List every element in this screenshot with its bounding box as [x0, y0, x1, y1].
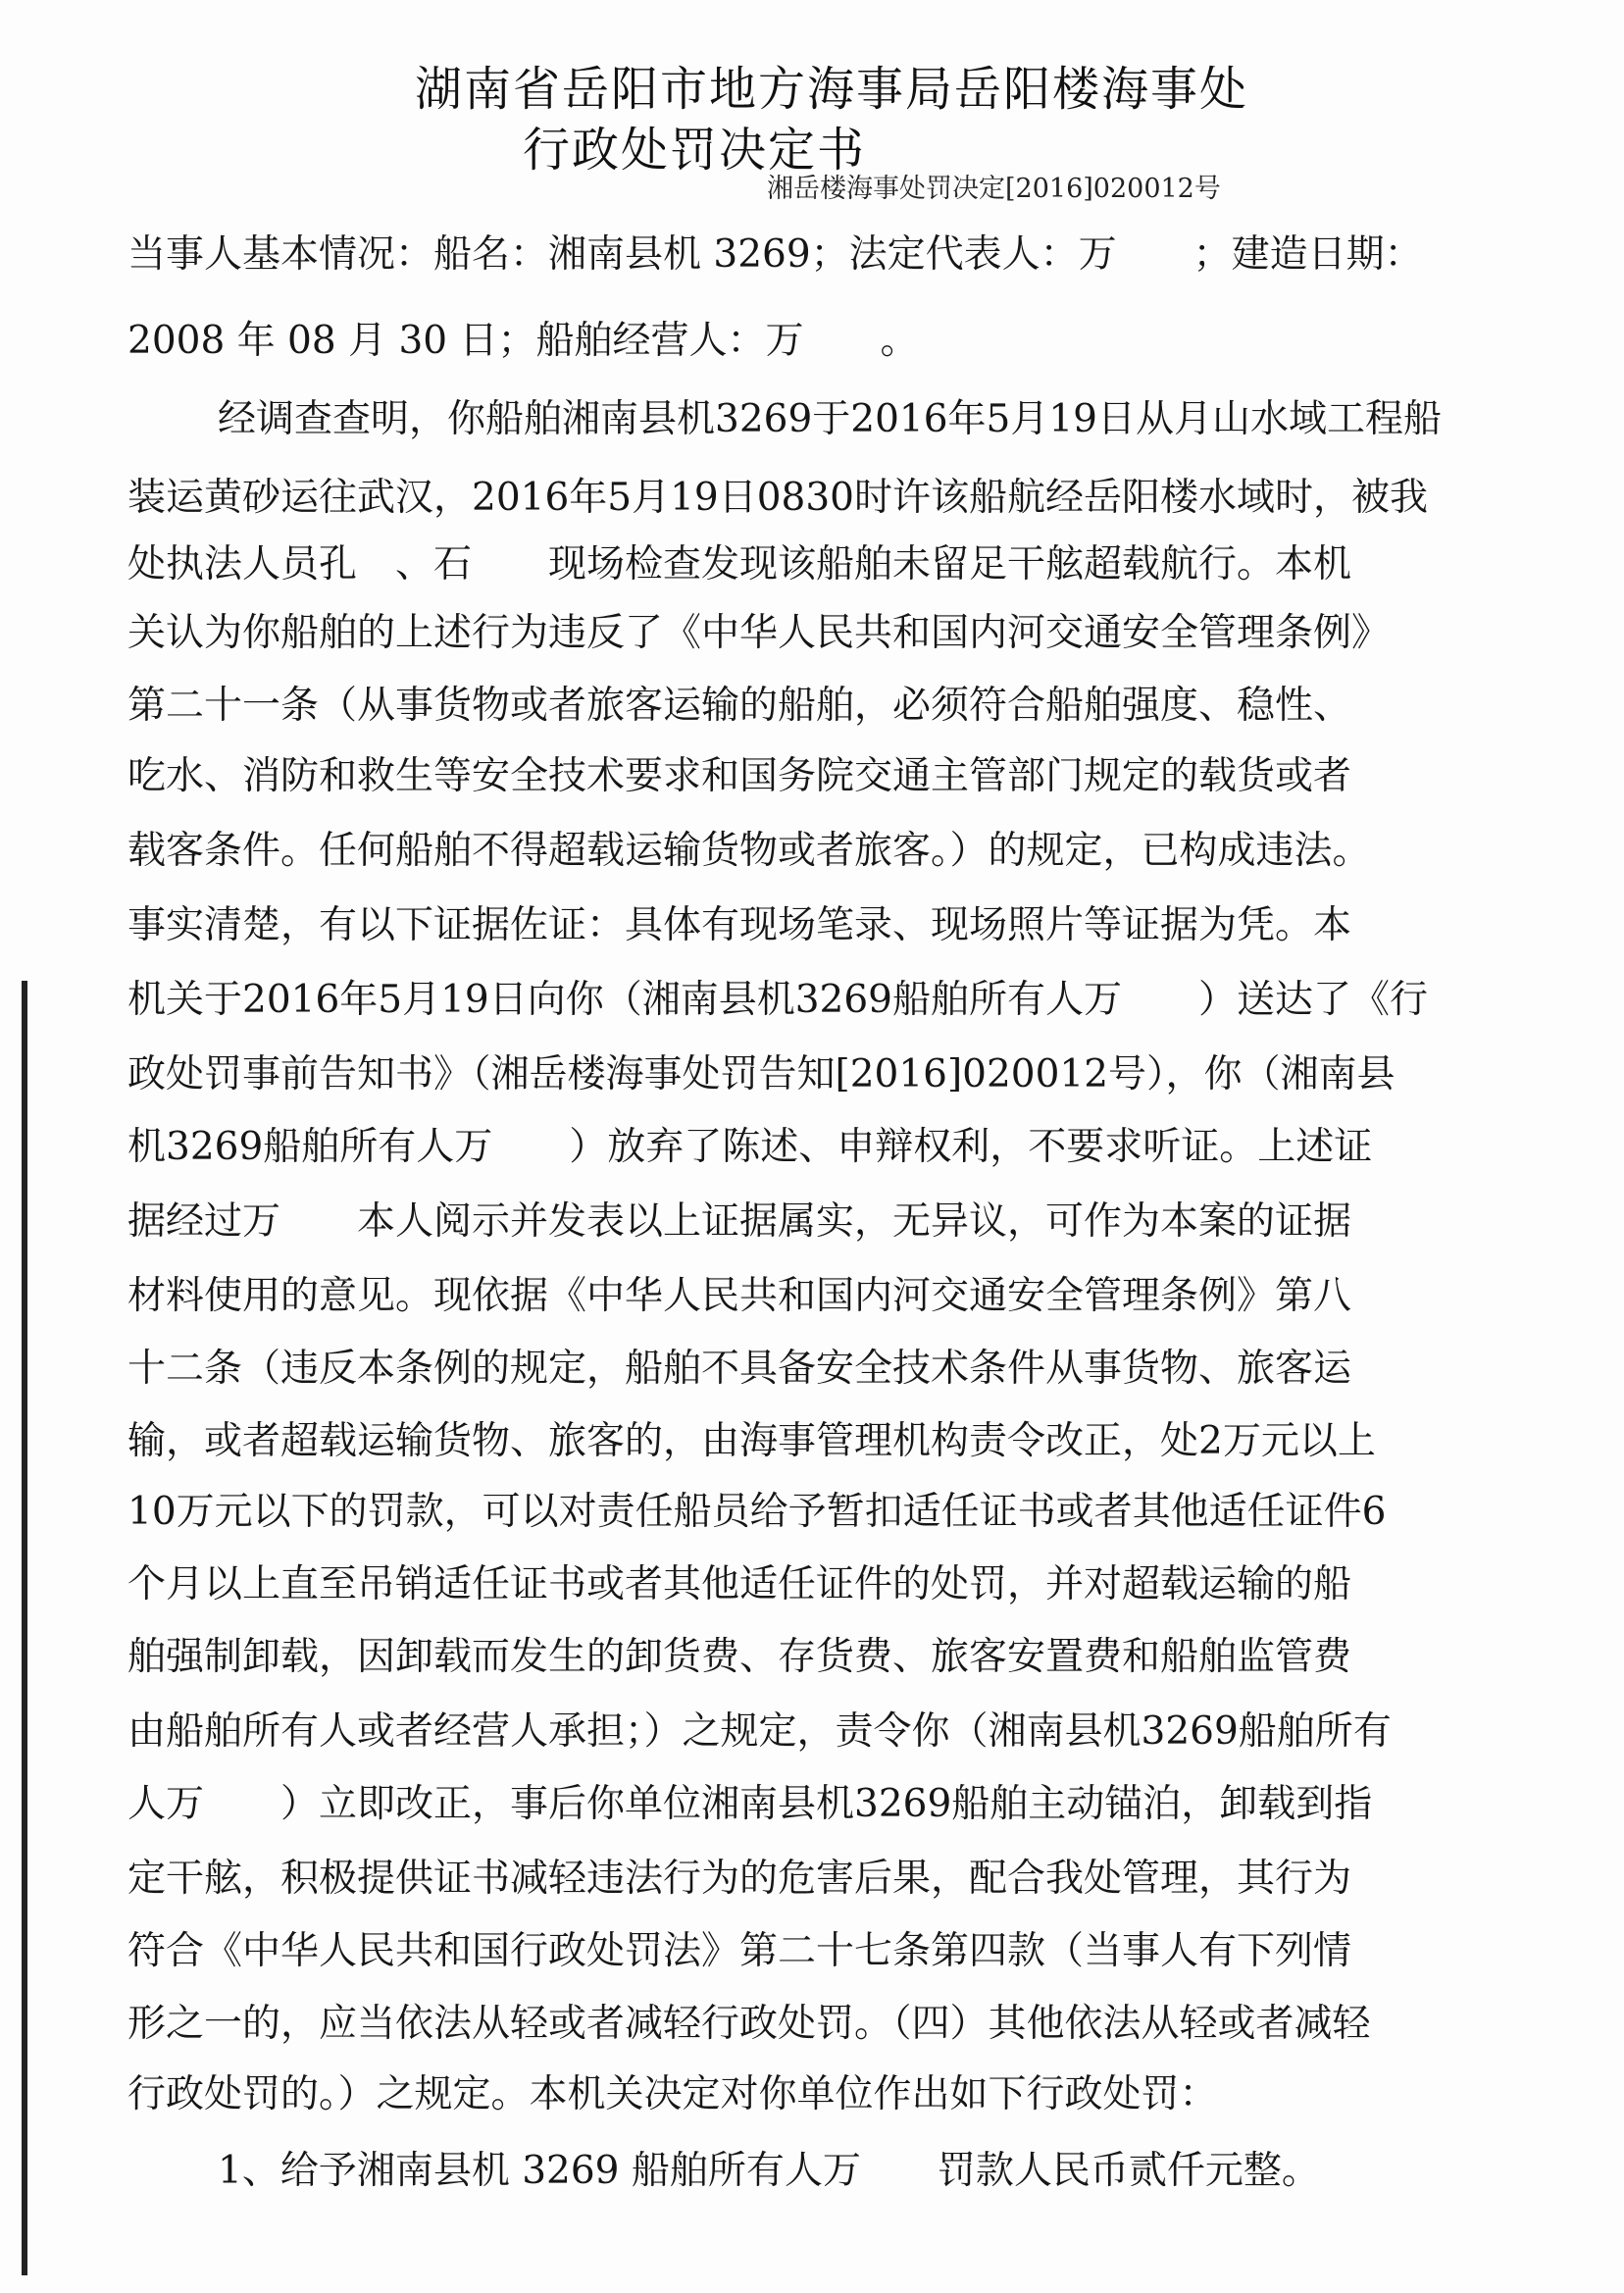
body-line: 装运黄砂运往武汉，2016年5月19日0830时许该船航经岳阳楼水域时，被我	[127, 476, 1428, 520]
body-line: 载客条件。任何船舶不得超载运输货物或者旅客。）的规定，已构成违法。	[127, 829, 1371, 873]
party-info-line: 2008 年 08 月 30 日；船舶经营人：万 。	[127, 319, 919, 363]
body-line: 第二十一条（从事货物或者旅客运输的船舶，必须符合船舶强度、稳性、	[127, 684, 1352, 728]
body-line: 由船舶所有人或者经营人承担；）之规定，责令你（湘南县机3269船舶所有	[127, 1709, 1392, 1754]
body-line: 输，或者超载运输货物、旅客的，由海事管理机构责令改正，处2万元以上	[127, 1419, 1376, 1463]
body-line: 个月以上直至吊销适任证书或者其他适任证件的处罚，并对超载运输的船	[127, 1562, 1352, 1606]
body-line: 吃水、消防和救生等安全技术要求和国务院交通主管部门规定的载货或者	[127, 754, 1352, 798]
body-line: 符合《中华人民共和国行政处罚法》第二十七条第四款（当事人有下列情	[127, 1929, 1352, 1973]
document-title-line1: 湖南省岳阳市地方海事局岳阳楼海事处	[414, 62, 1248, 117]
body-line: 关认为你船舶的上述行为违反了《中华人民共和国内河交通安全管理条例》	[127, 611, 1391, 655]
body-line: 处执法人员孔 、石 现场检查发现该船舶未留足干舷超载航行。本机	[127, 542, 1352, 586]
body-line: 事实清楚，有以下证据佐证：具体有现场笔录、现场照片等证据为凭。本	[127, 903, 1352, 947]
body-line: 定干舷，积极提供证书减轻违法行为的危害后果，配合我处管理，其行为	[127, 1857, 1352, 1901]
body-line: 行政处罚的。）之规定。本机关决定对你单位作出如下行政处罚：	[127, 2072, 1218, 2116]
body-line: 舶强制卸载，因卸载而发生的卸货费、存货费、旅客安置费和船舶监管费	[127, 1635, 1352, 1679]
body-line: 机关于2016年5月19日向你（湘南县机3269船舶所有人万 ）送达了《行	[127, 978, 1428, 1022]
body-line: 材料使用的意见。现依据《中华人民共和国内河交通安全管理条例》第八	[127, 1274, 1352, 1318]
scan-edge-shadow	[22, 981, 27, 2275]
body-line: 经调查查明，你船舶湘南县机3269于2016年5月19日从月山水域工程船	[218, 397, 1442, 441]
body-line: 形之一的，应当依法从轻或者减轻行政处罚。（四）其他依法从轻或者减轻	[127, 2002, 1371, 2046]
body-line: 机3269船舶所有人万 ）放弃了陈述、申辩权利，不要求听证。上述证	[127, 1125, 1373, 1169]
decision-item: 1、给予湘南县机 3269 船舶所有人万 罚款人民币贰仟元整。	[218, 2149, 1320, 2193]
document-title-line2: 行政处罚决定书	[522, 123, 866, 178]
body-line: 政处罚事前告知书》（湘岳楼海事处罚告知[2016]020012号），你（湘南县	[127, 1052, 1396, 1096]
body-line: 10万元以下的罚款，可以对责任船员给予暂扣适任证书或者其他适任证件6	[127, 1490, 1387, 1534]
body-line: 十二条（违反本条例的规定，船舶不具备安全技术条件从事货物、旅客运	[127, 1347, 1352, 1391]
document-number: 湘岳楼海事处罚决定[2016]020012号	[767, 174, 1221, 204]
body-line: 据经过万 本人阅示并发表以上证据属实，无异议，可作为本案的证据	[127, 1199, 1352, 1244]
party-info-line: 当事人基本情况：船名：湘南县机 3269；法定代表人：万 ；建造日期：	[127, 232, 1423, 277]
body-line: 人万 ）立即改正，事后你单位湘南县机3269船舶主动锚泊，卸载到指	[127, 1782, 1373, 1826]
